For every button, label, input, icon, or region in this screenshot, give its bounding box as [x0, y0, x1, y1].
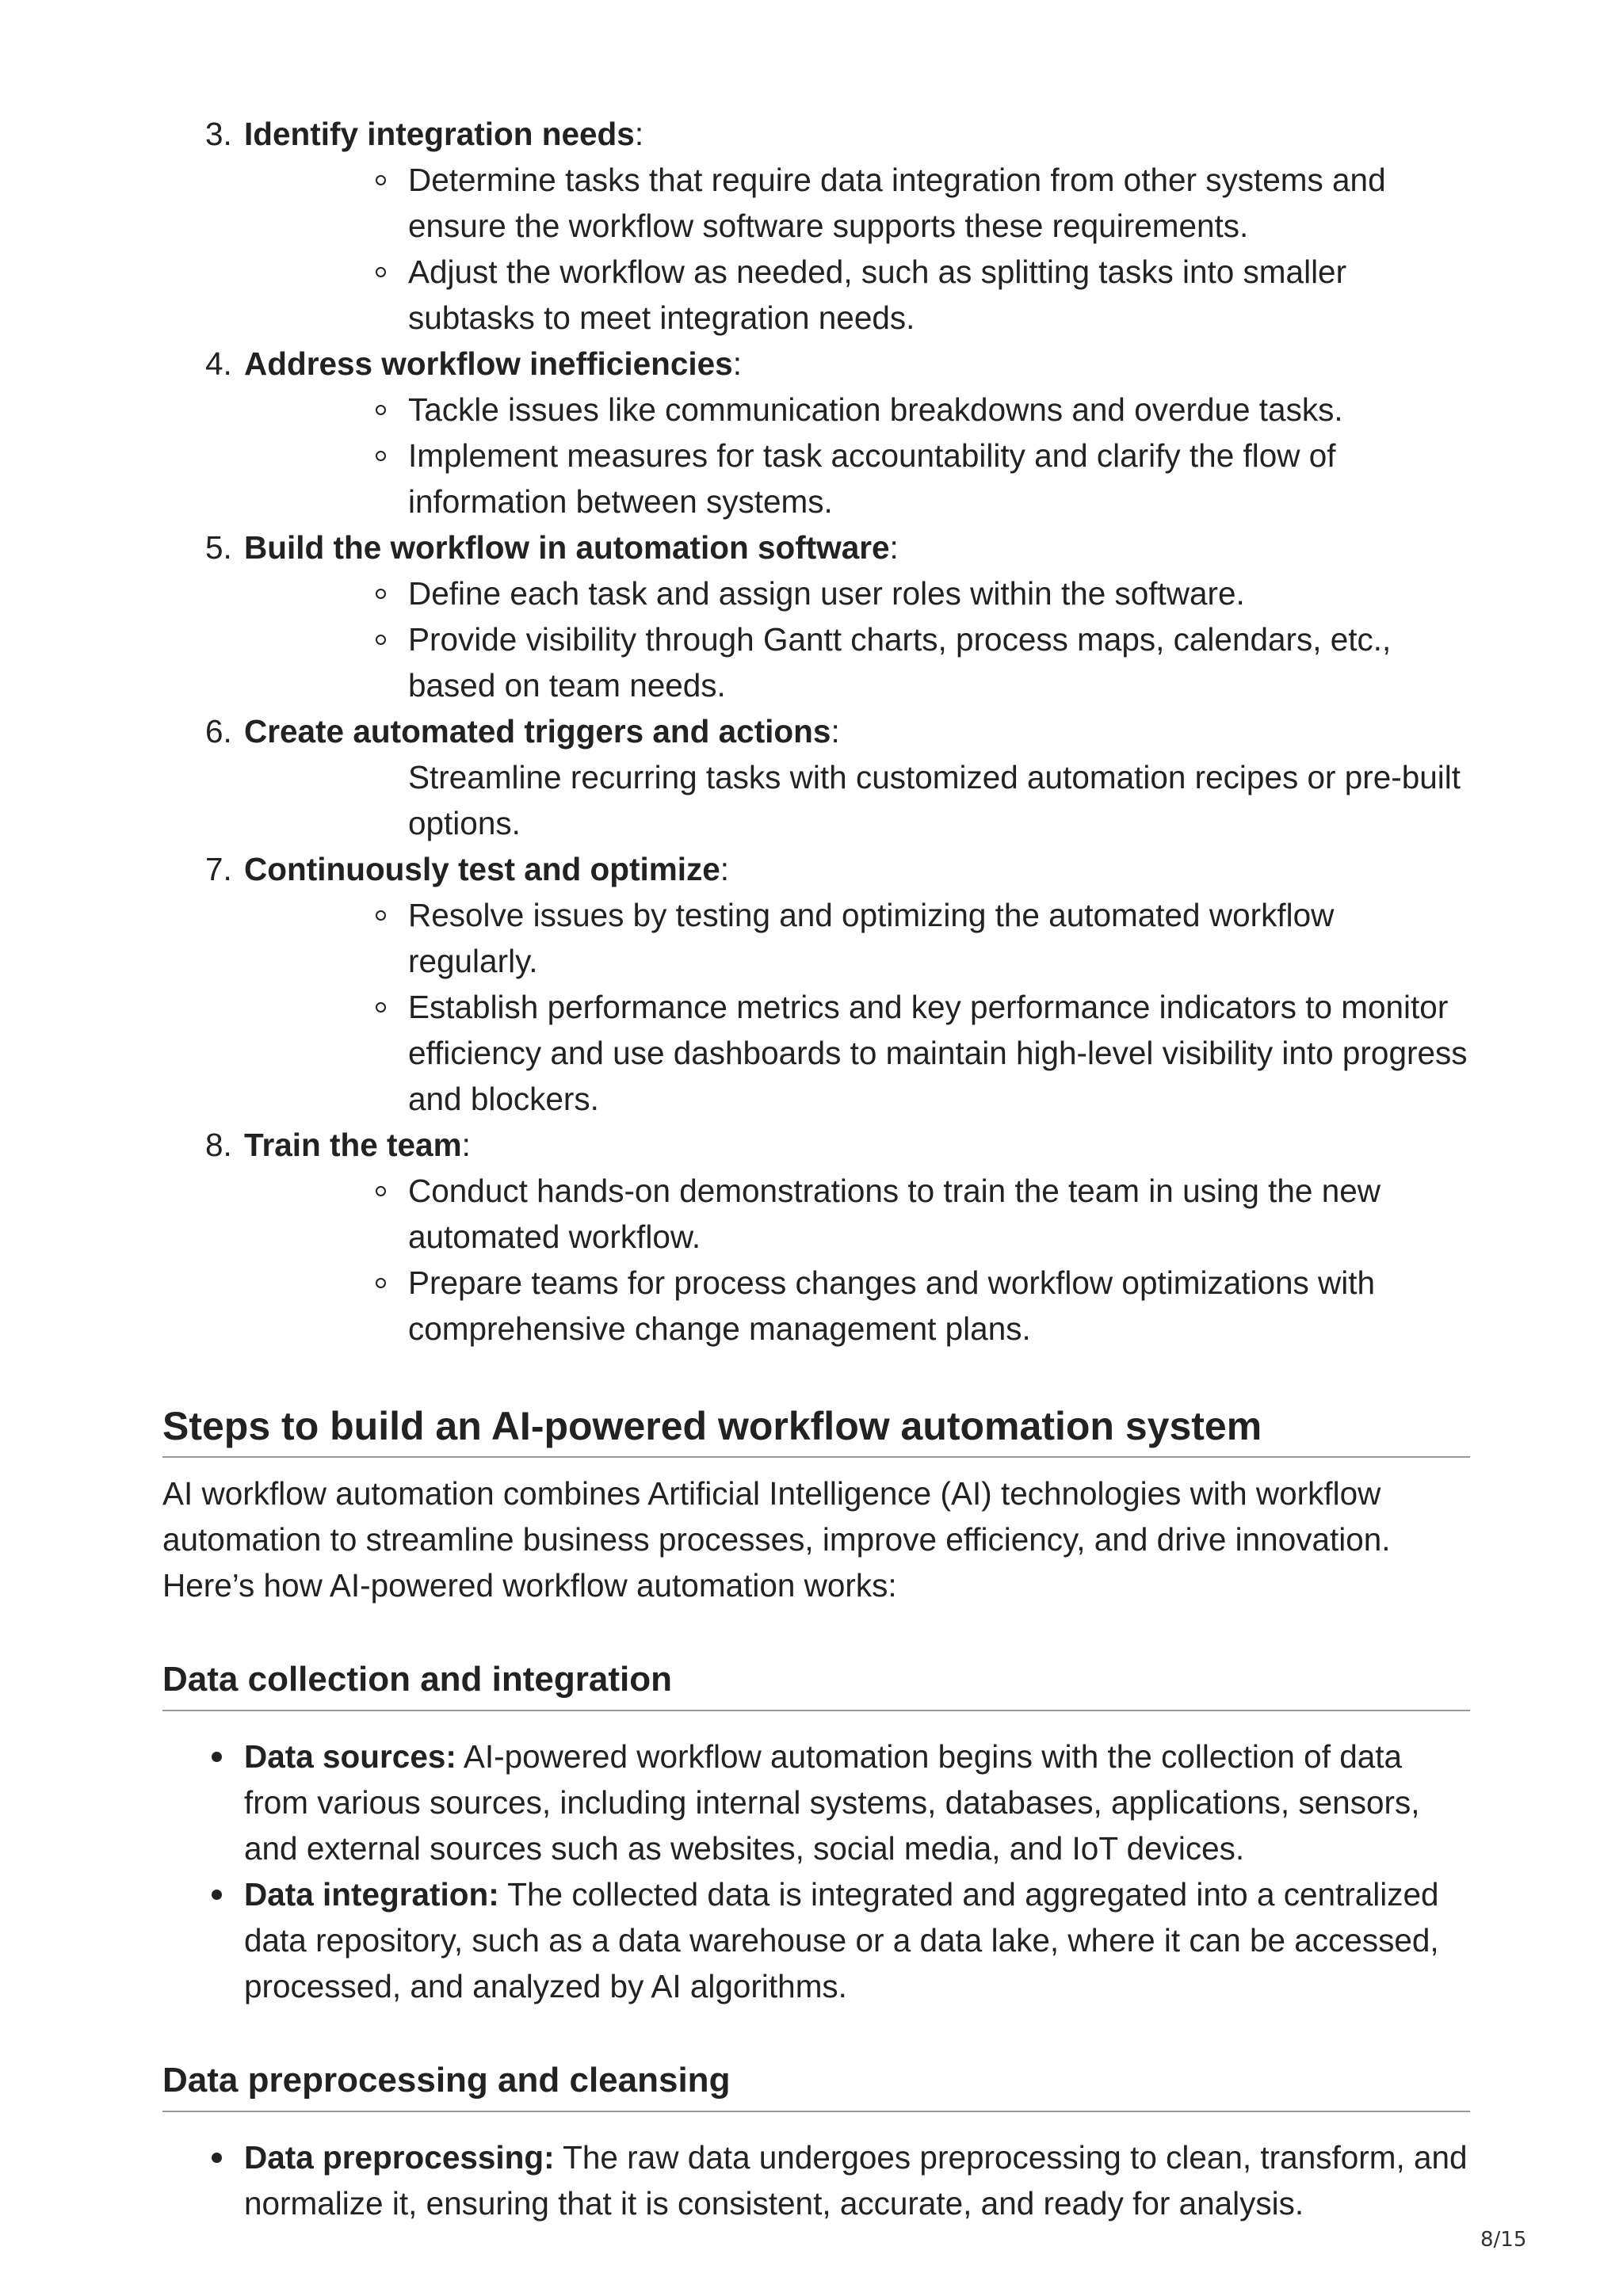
sub-item: Resolve issues by testing and optimizing the automated workflow regularly. [327, 892, 1470, 984]
sub-item: Establish performance metrics and key performance indicators to monitor efficiency and use dashboards to maintain high-level visibility into progress and blockers. [327, 984, 1470, 1122]
step-colon: : [461, 1127, 471, 1163]
bullet-text: AI-powered workflow automation begins with the collection of data from various sources, including internal systems, databases, applications, sensors, and external sources such as websites, social media, and IoT devices. [244, 1738, 1420, 1867]
bullet-text: The raw data undergoes preprocessing to clean, transform, and normalize it, ensuring that it is consistent, accurate, and ready for analysis. [244, 2139, 1468, 2222]
bullet-text: The collected data is integrated and aggregated into a centralized data repository, such as a data warehouse or a data lake, where it can be accessed, processed, and analyzed by AI algorithms. [244, 1876, 1439, 2004]
step-colon: : [732, 345, 742, 382]
step-colon: : [634, 116, 644, 152]
step-colon: : [889, 529, 899, 566]
step-number: 5. [205, 529, 232, 566]
step-description: Streamline recurring tasks with customized automation recipes or pre-built options. [408, 759, 1461, 841]
sub-list [244, 387, 1470, 524]
bullet-label: Data sources: [244, 1738, 456, 1775]
section-heading-ai-workflow: Steps to build an AI-powered workflow automation system [162, 1401, 1470, 1458]
step-colon: : [831, 713, 840, 749]
step-title: Train the team [244, 1127, 462, 1163]
preprocessing-bullets [162, 2134, 1470, 2226]
step-title: Identify integration needs [244, 116, 635, 152]
sub-list [244, 157, 1470, 341]
section-intro: AI workflow automation combines Artificial Intelligence (AI) technologies with workflow automation to streamline business processes, improve efficiency, and drive innovation. Here’s how AI-powered workflow automation works: [162, 1475, 1391, 1604]
bullet-item [162, 2134, 1470, 2226]
subheading-data-collection: Data collection and integration [162, 1657, 1470, 1711]
step-item-7 [162, 846, 1470, 1122]
step-number: 7. [205, 851, 232, 887]
page-number: 8/15 [1480, 2228, 1527, 2252]
sub-item: Prepare teams for process changes and workflow optimizations with comprehensive change management plans. [327, 1260, 1470, 1352]
step-item-6 [162, 708, 1470, 846]
sub-item: Define each task and assign user roles within the software. [327, 570, 1470, 616]
sub-list [244, 570, 1470, 708]
step-item-8 [162, 1122, 1470, 1352]
sub-item: Conduct hands-on demonstrations to train the team in using the new automated workflow. [327, 1168, 1470, 1260]
sub-item: Tackle issues like communication breakdowns and overdue tasks. [327, 387, 1470, 433]
bullet-label: Data preprocessing: [244, 2139, 555, 2176]
step-number: 6. [205, 713, 232, 749]
sub-item: Determine tasks that require data integration from other systems and ensure the workflow software supports these requirements. [327, 157, 1470, 249]
step-item-5 [162, 524, 1470, 708]
sub-list [244, 892, 1470, 1122]
step-item-3 [162, 111, 1470, 341]
step-number: 3. [205, 116, 232, 152]
subheading-data-preprocessing: Data preprocessing and cleansing [162, 2058, 1470, 2112]
collection-bullets [162, 1733, 1470, 2009]
step-title: Build the workflow in automation software [244, 529, 890, 566]
step-number: 8. [205, 1127, 232, 1163]
step-title: Create automated triggers and actions [244, 713, 831, 749]
sub-item: Adjust the workflow as needed, such as splitting tasks into smaller subtasks to meet integration needs. [327, 249, 1470, 341]
bullet-label: Data integration: [244, 1876, 499, 1913]
sub-item: Provide visibility through Gantt charts, process maps, calendars, etc., based on team needs. [327, 616, 1470, 708]
step-colon: : [720, 851, 730, 887]
bullet-item [162, 1871, 1470, 2009]
sub-list [244, 1168, 1470, 1352]
sub-item: Implement measures for task accountability and clarify the flow of information between systems. [327, 433, 1470, 524]
document-page [162, 111, 1470, 2226]
step-title: Address workflow inefficiencies [244, 345, 733, 382]
step-number: 4. [205, 345, 232, 382]
step-title: Continuously test and optimize [244, 851, 720, 887]
sub-block [244, 754, 1470, 846]
steps-list [162, 111, 1470, 1352]
step-item-4 [162, 341, 1470, 524]
bullet-item [162, 1733, 1470, 1871]
